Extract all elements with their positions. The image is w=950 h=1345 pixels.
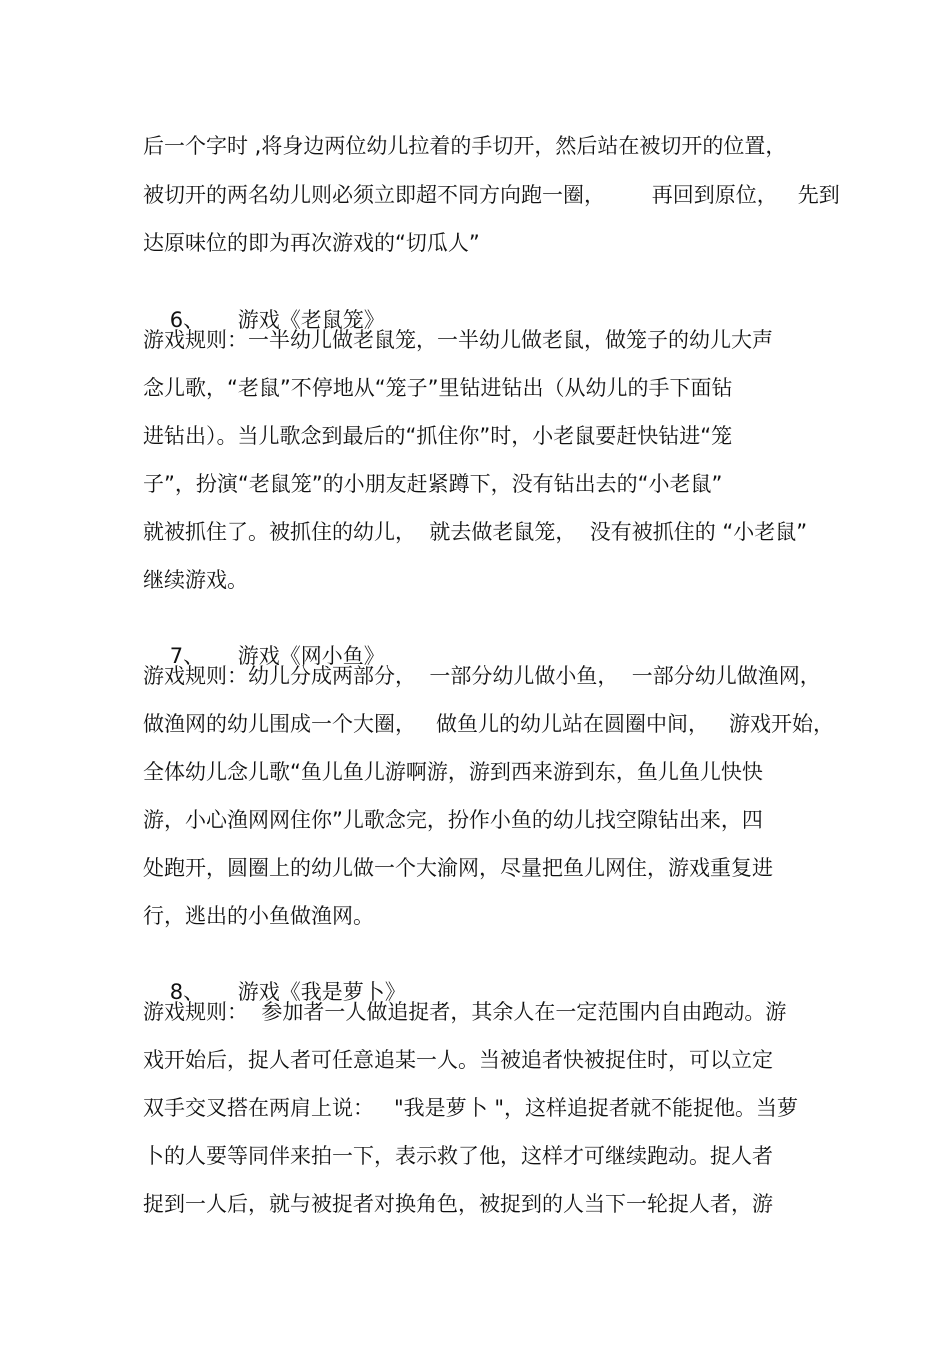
body-text-line: 做渔网的幼儿围成一个大圈， 做鱼儿的幼儿站在圆圈中间， 游戏开始， [143, 712, 835, 736]
body-text-line: 双手交叉搭在两肩上说： "我是萝卜 "，这样追捉者就不能捉他。当萝 [143, 1096, 799, 1120]
body-text-line: 捉到一人后，就与被捉者对换角色，被捉到的人当下一轮捉人者，游 [143, 1192, 773, 1216]
section-number: 8、 [169, 980, 205, 1004]
section-title: 游戏《网小鱼》 [237, 644, 385, 668]
body-text-line: 卜的人要等同伴来拍一下，表示救了他，这样才可继续跑动。捉人者 [143, 1144, 773, 1168]
section-title: 游戏《我是萝卜》 [237, 980, 406, 1004]
body-text-line: 就被抓住了。被抓住的幼儿， 就去做老鼠笼， 没有被抓住的 “小老鼠” [143, 520, 808, 544]
body-text-line: 进钻出）。当儿歌念到最后的“抓住你”时，小老鼠要赶快钻进“笼 [143, 424, 733, 448]
body-text-line: 游戏规则： 参加者一人做追捉者，其余人在一定范围内自由跑动。游 [143, 1000, 787, 1024]
section-title: 游戏《老鼠笼》 [237, 308, 385, 332]
body-text-line: 行，逃出的小鱼做渔网。 [143, 904, 374, 928]
body-text-line: 全体幼儿念儿歌“鱼儿鱼儿游啊游，游到西来游到东，鱼儿鱼儿快快 [143, 760, 763, 784]
body-text-line: 戏开始后，捉人者可任意追某一人。当被追者快被捉住时，可以立定 [143, 1048, 773, 1072]
body-text-line: 达原味位的即为再次游戏的“切瓜人” [143, 231, 480, 255]
body-text-line: 子”，扮演“老鼠笼”的小朋友赶紧蹲下，没有钻出去的“小老鼠” [143, 472, 723, 496]
body-text-line: 后一个字时 ,将身边两位幼儿拉着的手切开，然后站在被切开的位置， [143, 134, 787, 158]
body-text-line: 被切开的两名幼儿则必须立即超不同方向跑一圈， 再回到原位， 先到 [143, 183, 840, 207]
body-text-line: 游戏规则：幼儿分成两部分， 一部分幼儿做小鱼， 一部分幼儿做渔网， [143, 664, 821, 688]
body-text-line: 继续游戏。 [143, 568, 248, 592]
section-number: 6、 [169, 308, 205, 332]
section-number: 7、 [169, 644, 205, 668]
body-text-line: 游，小心渔网网住你”儿歌念完，扮作小鱼的幼儿找空隙钻出来，四 [143, 808, 763, 832]
body-text-line: 处跑开，圆圈上的幼儿做一个大渝网，尽量把鱼儿网住，游戏重复进 [143, 856, 773, 880]
body-text-line: 念儿歌，“老鼠”不停地从“笼子”里钻进钻出（从幼儿的手下面钻 [143, 376, 733, 400]
body-text-line: 游戏规则：一半幼儿做老鼠笼，一半幼儿做老鼠，做笼子的幼儿大声 [143, 328, 773, 352]
